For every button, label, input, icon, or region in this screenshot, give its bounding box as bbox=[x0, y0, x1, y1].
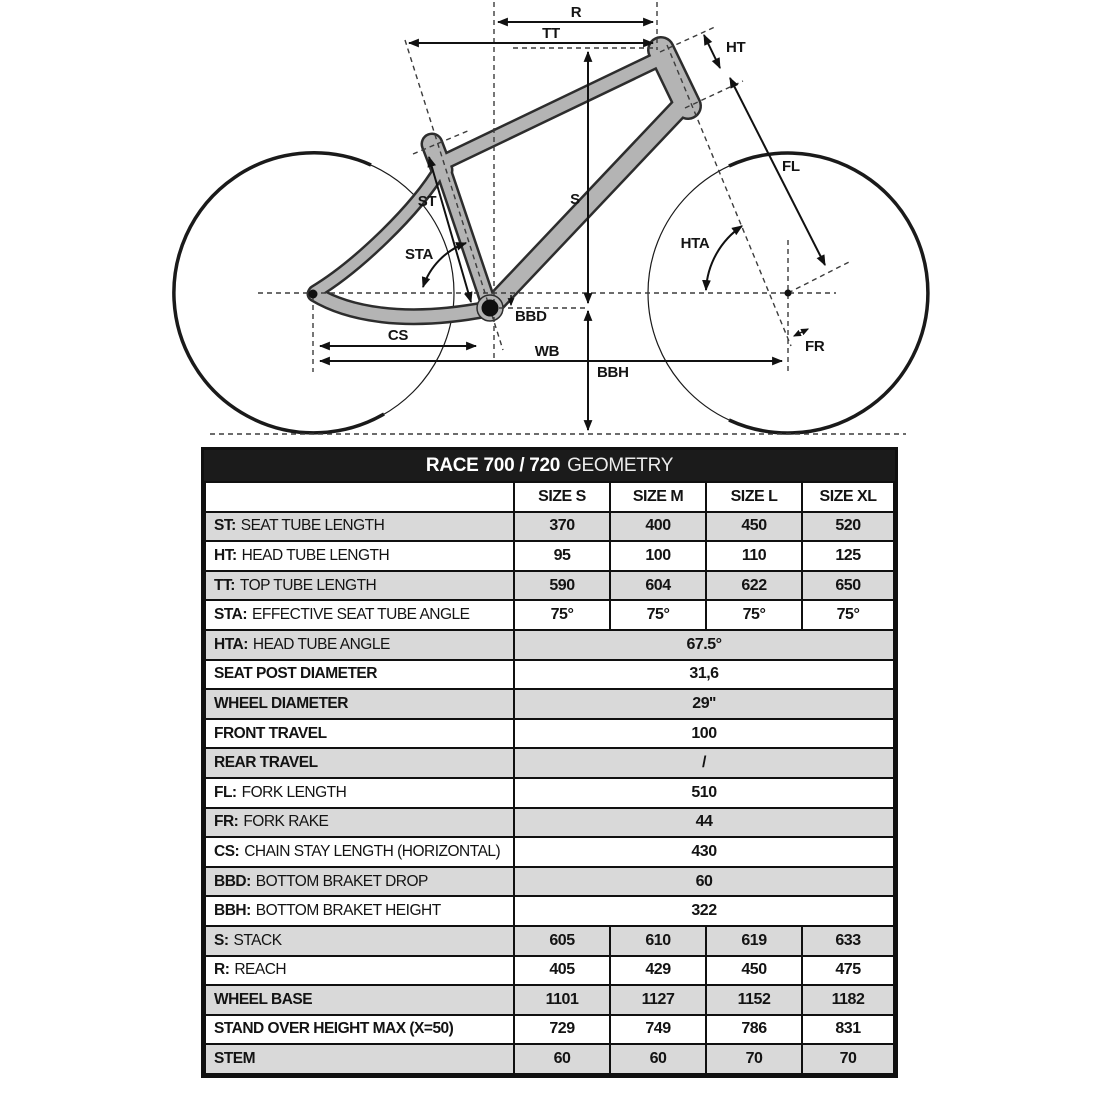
row-name: HEAD TUBE ANGLE bbox=[252, 635, 390, 653]
cell-value: 622 bbox=[706, 571, 802, 601]
front-axle-dot bbox=[785, 290, 792, 297]
row-name: BOTTOM BRAKET DROP bbox=[255, 872, 428, 890]
stack-label: S bbox=[570, 191, 580, 208]
head-tube-arrow bbox=[704, 35, 720, 68]
row-name: WHEEL BASE bbox=[214, 990, 313, 1008]
cell-value: 370 bbox=[514, 512, 610, 542]
bottom-bracket-dot bbox=[482, 300, 499, 317]
row-label bbox=[205, 571, 514, 601]
table-title-word: GEOMETRY bbox=[567, 454, 674, 476]
head-tube-angle-label: HTA bbox=[680, 235, 710, 252]
cell-value: 60 bbox=[610, 1044, 706, 1074]
table-row bbox=[205, 541, 894, 571]
seat-tube-angle-label: STA bbox=[405, 246, 433, 263]
cell-value: 633 bbox=[802, 926, 894, 956]
bb-height-label: BBH bbox=[597, 364, 629, 381]
row-abbr: S: bbox=[214, 931, 229, 949]
row-abbr: R: bbox=[214, 961, 230, 979]
cell-value: 450 bbox=[706, 512, 802, 542]
row-name: STAND OVER HEIGHT MAX (X=50) bbox=[214, 1020, 454, 1038]
cell-value: 831 bbox=[802, 1015, 894, 1045]
row-label bbox=[205, 600, 514, 630]
cell-value: 70 bbox=[706, 1044, 802, 1074]
cell-value: 749 bbox=[610, 1015, 706, 1045]
cell-value: 1101 bbox=[514, 985, 610, 1015]
table-row bbox=[205, 1044, 894, 1074]
size-header: SIZE XL bbox=[802, 482, 894, 512]
table-row bbox=[205, 630, 894, 660]
cell-value-merged: 67.5° bbox=[514, 630, 894, 660]
table-row bbox=[205, 748, 894, 778]
table-row bbox=[205, 956, 894, 986]
head-tube-label: HT bbox=[726, 39, 746, 56]
row-abbr: FL: bbox=[214, 783, 237, 801]
size-header: SIZE L bbox=[706, 482, 802, 512]
cell-value: 520 bbox=[802, 512, 894, 542]
row-label bbox=[205, 1044, 514, 1074]
cell-value: 429 bbox=[610, 956, 706, 986]
cell-value: 604 bbox=[610, 571, 706, 601]
row-name: WHEEL DIAMETER bbox=[214, 694, 348, 712]
row-label bbox=[205, 541, 514, 571]
table-row bbox=[205, 571, 894, 601]
chain-stay-label: CS bbox=[387, 327, 409, 344]
row-label bbox=[205, 896, 514, 926]
table-row bbox=[205, 896, 894, 926]
row-abbr: HTA: bbox=[214, 635, 248, 653]
table-row bbox=[205, 985, 894, 1015]
cell-value-merged: 510 bbox=[514, 778, 894, 808]
row-label bbox=[205, 808, 514, 838]
row-name: TOP TUBE LENGTH bbox=[239, 576, 377, 594]
table-row bbox=[205, 512, 894, 542]
geometry-table bbox=[201, 447, 898, 1078]
row-label bbox=[205, 1015, 514, 1045]
cell-value: 125 bbox=[802, 541, 894, 571]
row-label bbox=[205, 837, 514, 867]
fork-rake-label: FR bbox=[805, 338, 825, 355]
table-title-model: RACE 700 / 720 bbox=[425, 454, 561, 476]
cell-value: 605 bbox=[514, 926, 610, 956]
row-label bbox=[205, 719, 514, 749]
table-row bbox=[205, 719, 894, 749]
size-header-row bbox=[205, 482, 894, 512]
seat-tube-label: ST bbox=[417, 193, 437, 210]
cell-value-merged: 322 bbox=[514, 896, 894, 926]
row-name: REAR TRAVEL bbox=[214, 754, 318, 772]
cell-value: 1182 bbox=[802, 985, 894, 1015]
cell-value-merged: 60 bbox=[514, 867, 894, 897]
cell-value: 786 bbox=[706, 1015, 802, 1045]
cell-value: 1152 bbox=[706, 985, 802, 1015]
corner-cell bbox=[205, 482, 514, 512]
table-title-bar bbox=[204, 450, 895, 481]
row-name: HEAD TUBE LENGTH bbox=[241, 546, 390, 564]
row-label bbox=[205, 926, 514, 956]
cell-value: 619 bbox=[706, 926, 802, 956]
row-label bbox=[205, 748, 514, 778]
cell-value: 450 bbox=[706, 956, 802, 986]
row-abbr: TT: bbox=[214, 576, 235, 594]
cell-value: 70 bbox=[802, 1044, 894, 1074]
row-abbr: CS: bbox=[214, 842, 240, 860]
row-label bbox=[205, 867, 514, 897]
row-abbr: STA: bbox=[214, 606, 248, 624]
cell-value: 75° bbox=[610, 600, 706, 630]
row-name: EFFECTIVE SEAT TUBE ANGLE bbox=[252, 606, 470, 624]
row-name: FORK LENGTH bbox=[241, 783, 347, 801]
cell-value: 75° bbox=[514, 600, 610, 630]
cell-value: 75° bbox=[706, 600, 802, 630]
cell-value: 75° bbox=[802, 600, 894, 630]
row-name: FRONT TRAVEL bbox=[214, 724, 327, 742]
bike-frame bbox=[315, 50, 688, 321]
row-name: SEAT POST DIAMETER bbox=[214, 665, 377, 683]
table-row bbox=[205, 600, 894, 630]
head-tube-angle-arc bbox=[706, 226, 742, 290]
table-row bbox=[205, 808, 894, 838]
cell-value: 400 bbox=[610, 512, 706, 542]
row-label bbox=[205, 956, 514, 986]
row-label bbox=[205, 660, 514, 690]
cell-value: 590 bbox=[514, 571, 610, 601]
fork-rake-tick bbox=[794, 329, 808, 336]
table-row bbox=[205, 1015, 894, 1045]
cell-value-merged: 31,6 bbox=[514, 660, 894, 690]
bike-geometry-diagram bbox=[0, 0, 1100, 446]
top-tube-label: TT bbox=[542, 25, 560, 42]
row-label bbox=[205, 512, 514, 542]
fork-length-arrow bbox=[730, 78, 825, 265]
cell-value: 475 bbox=[802, 956, 894, 986]
row-label bbox=[205, 689, 514, 719]
cell-value: 1127 bbox=[610, 985, 706, 1015]
row-label bbox=[205, 630, 514, 660]
row-name: CHAIN STAY LENGTH (HORIZONTAL) bbox=[244, 842, 501, 860]
fork-length-label: FL bbox=[782, 158, 800, 175]
row-name: STACK bbox=[233, 931, 282, 949]
table-row bbox=[205, 660, 894, 690]
size-header: SIZE S bbox=[514, 482, 610, 512]
row-label bbox=[205, 985, 514, 1015]
table-row bbox=[205, 926, 894, 956]
row-name: REACH bbox=[234, 961, 287, 979]
cell-value: 650 bbox=[802, 571, 894, 601]
geometry-data-table bbox=[204, 481, 895, 1075]
cell-value-merged: 100 bbox=[514, 719, 894, 749]
row-name: BOTTOM BRAKET HEIGHT bbox=[255, 902, 441, 920]
table-row bbox=[205, 689, 894, 719]
cell-value-merged: 430 bbox=[514, 837, 894, 867]
row-abbr: FR: bbox=[214, 813, 239, 831]
cell-value: 95 bbox=[514, 541, 610, 571]
bb-drop-label: BBD bbox=[515, 308, 547, 325]
cell-value: 405 bbox=[514, 956, 610, 986]
reach-label: R bbox=[570, 4, 582, 21]
wheel-base-label: WB bbox=[534, 343, 560, 360]
cell-value-merged: 44 bbox=[514, 808, 894, 838]
cell-value-merged: / bbox=[514, 748, 894, 778]
row-abbr: BBH: bbox=[214, 902, 251, 920]
row-abbr: ST: bbox=[214, 517, 236, 535]
table-row bbox=[205, 837, 894, 867]
cell-value: 100 bbox=[610, 541, 706, 571]
size-header: SIZE M bbox=[610, 482, 706, 512]
cell-value: 60 bbox=[514, 1044, 610, 1074]
cell-value: 110 bbox=[706, 541, 802, 571]
cell-value-merged: 29'' bbox=[514, 689, 894, 719]
table-row bbox=[205, 778, 894, 808]
row-abbr: BBD: bbox=[214, 872, 251, 890]
rear-axle-dot bbox=[309, 290, 318, 299]
row-name: SEAT TUBE LENGTH bbox=[240, 517, 385, 535]
row-abbr: HT: bbox=[214, 546, 237, 564]
cell-value: 729 bbox=[514, 1015, 610, 1045]
row-name: FORK RAKE bbox=[243, 813, 329, 831]
cell-value: 610 bbox=[610, 926, 706, 956]
row-name: STEM bbox=[214, 1050, 256, 1068]
table-row bbox=[205, 867, 894, 897]
row-label bbox=[205, 778, 514, 808]
